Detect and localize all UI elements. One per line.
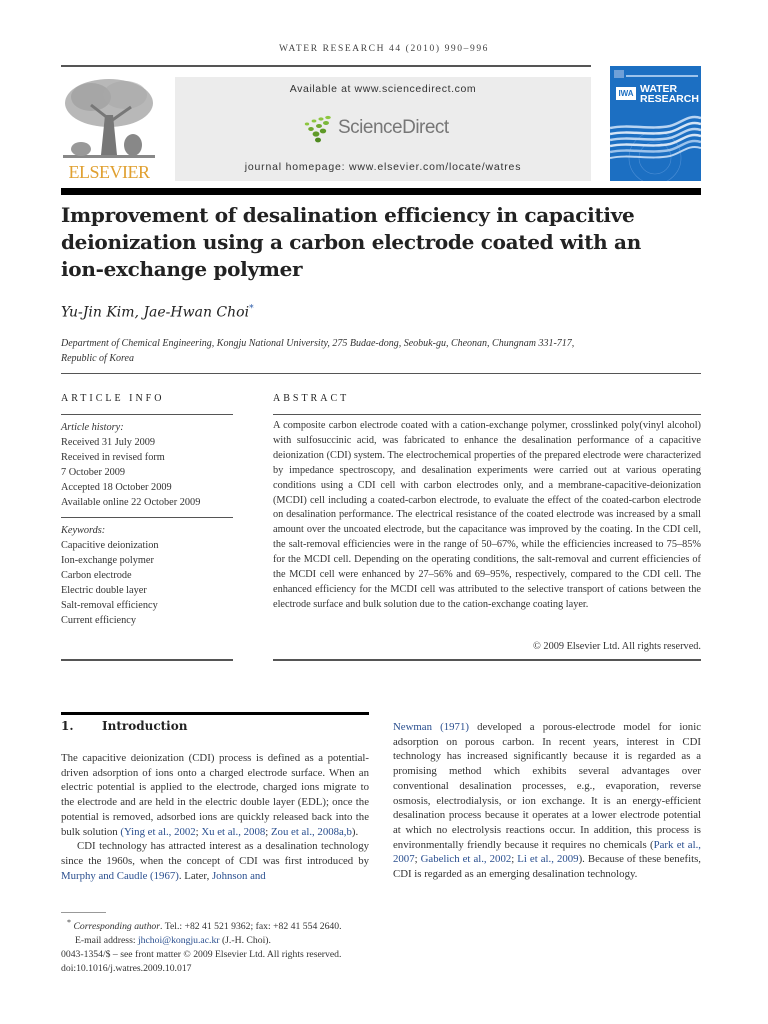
email-link[interactable]: jhchoi@kongju.ac.kr <box>137 935 220 947</box>
keywords <box>61 523 236 628</box>
article-history <box>61 420 236 510</box>
keywords-label: Keywords: <box>61 525 106 536</box>
divider <box>61 659 233 661</box>
contact-info: . Tel.: +82 41 521 9362; fax: +82 41 554 2640. <box>160 921 342 933</box>
sciencedirect-leaves-icon <box>303 115 337 143</box>
footnote-mark: * <box>67 918 72 927</box>
divider <box>61 517 233 518</box>
paragraph-text: CDI technology has attracted interest as a desalination technology since the 1960s, when the concept of CDI was first introduced by <box>61 840 369 867</box>
issn-line: 0043-1354/$ – see front matter © 2009 Elsevier Ltd. All rights reserved. <box>61 948 342 960</box>
doi-link[interactable]: doi:10.1016/j.watres.2009.10.017 <box>61 962 192 974</box>
abstract-body: A composite carbon electrode coated with a cation-exchange polymer, crosslinked poly(vinyl alcohol) with sulfosuccinic acid, was fabricated to enhance the desalination performance of a capacitive deionization (CDI) system. The electrochemical properties of the prepared electrode were characterized by impedance spectroscopy, and desalination experiments were carried out at various operating conditions using a CDI cell with carbon electrodes only, and a membrane-capacitive-deionization (MCDI) cell including a coated-carbon electrode, to evaluate the effect of the coated-carbon electrode on desalination performance. The electrical resistance of the coated electrode was increased by a small amount over the uncoated electrode, but the capacitance was improved by the coating. In the CDI cell, the salt-removal efficiencies were in the range of 50–67%, while the efficiencies increased to 75–85% for the MCDI cell. Depending on the operating conditions, the salt-removal and current efficiencies of the MCDI cell were enhanced by 27–56% and 69–95%, respectively, compared to the CDI cell. The enhanced efficiency for the MCDI cell was attributed to the selective transport of cations between the electrode surface and bulk solution due to the cation-exchange coating layer. <box>273 420 701 610</box>
section-divider <box>61 712 369 715</box>
article-title: Improvement of desalination efficiency in capacitive deionization using a carbon electrode coated with an ion-exchange polymer <box>61 203 641 281</box>
email-suffix: (J.-H. Choi). <box>219 935 271 947</box>
section-number: 1. <box>61 719 74 733</box>
citation-link[interactable]: Newman (1971) <box>393 721 469 733</box>
divider <box>61 373 701 374</box>
corresponding-label: Corresponding author <box>73 921 161 933</box>
corresponding-author-mark[interactable]: * <box>249 304 254 314</box>
separator: ). <box>351 825 359 838</box>
affiliation: Department of Chemical Engineering, Kongju National University, 275 Budae-dong, Seobuk-gu, Cheonan, Chungnam 331-717, Republic of Korea <box>61 338 575 364</box>
history-item: Received in revised form <box>61 452 165 463</box>
history-item: Accepted 18 October 2009 <box>61 482 172 493</box>
paragraph-text: . Later, <box>178 869 212 882</box>
cover-title-line2: RESEARCH <box>640 93 699 105</box>
footnotes <box>61 916 461 975</box>
paragraph-text: The capacitive deionization (CDI) process is defined as a potential-driven adsorption of ions onto a charged electrode surface. When an electric potential is applied to the electrode, charged ions migrate to the electrode and are held in the electric double layer (EDL); once the potential is removed, adsorbed ions are quickly released back into the bulk solution <box>61 752 369 838</box>
citation-link[interactable]: Xu et al., 2008 <box>201 825 266 838</box>
divider <box>61 65 591 67</box>
paragraph <box>61 751 369 839</box>
citation-link[interactable]: (Ying et al., 2002 <box>120 825 196 838</box>
footnote-divider <box>61 912 106 913</box>
section-title: Introduction <box>102 719 188 733</box>
divider <box>273 414 701 415</box>
paragraph <box>61 839 369 883</box>
divider <box>273 659 701 661</box>
body-column-left <box>61 751 369 883</box>
keyword: Carbon electrode <box>61 570 132 581</box>
history-item: Available online 22 October 2009 <box>61 497 201 508</box>
journal-cover[interactable] <box>610 66 701 181</box>
citation-link[interactable]: Li et al., 2009 <box>517 853 579 866</box>
email-note <box>61 934 461 948</box>
history-item: Received 31 July 2009 <box>61 437 156 448</box>
abstract-heading: ABSTRACT <box>273 393 350 404</box>
paragraph <box>393 720 701 882</box>
article-info-heading: ARTICLE INFO <box>61 393 165 404</box>
running-head: WATER RESEARCH 44 (2010) 990–996 <box>278 44 490 54</box>
separator: ; <box>195 825 202 838</box>
citation-link[interactable]: Murphy and Caudle (1967) <box>61 869 179 882</box>
divider <box>61 414 233 415</box>
article-history-label: Article history: <box>61 422 124 433</box>
keyword: Current efficiency <box>61 615 136 626</box>
separator: ; <box>511 853 518 866</box>
elsevier-wordmark: ELSEVIER <box>68 162 150 182</box>
keyword: Ion-exchange polymer <box>61 555 154 566</box>
available-at-link[interactable]: Available at www.sciencedirect.com <box>289 83 477 95</box>
sciencedirect-wordmark: ScienceDirect <box>338 117 449 138</box>
keyword: Salt-removal efficiency <box>61 600 158 611</box>
abstract-copyright: © 2009 Elsevier Ltd. All rights reserved. <box>533 641 701 652</box>
iwa-badge: IWA <box>616 87 636 100</box>
separator: ; <box>414 853 421 866</box>
citation-link[interactable]: Johnson and <box>211 869 266 882</box>
paragraph-text: developed a porous-electrode model for ionic adsorption on porous carbon. In recent years, interest in CDI technology has increased significantly because it is regarded as a promising method which exhibits several advantages over conventional desalination processes, e.g., evaporation, reverse osmosis, electrodialysis, or ion exchange. It is an energy-efficient desalination process because it operates at a lower electrode potential at which no electrolysis reactions occur. In addition, this process is environmentally friendly because it requires no chemicals ( <box>393 721 701 851</box>
corresponding-author-note <box>61 916 461 934</box>
keyword: Electric double layer <box>61 585 147 596</box>
citation-link[interactable]: Zou et al., 2008a,b <box>270 825 352 838</box>
journal-homepage-link[interactable]: journal homepage: www.elsevier.com/locate/watres <box>244 161 522 173</box>
citation-link[interactable]: Park et al., 2007 <box>393 838 701 866</box>
keyword: Capacitive deionization <box>61 540 159 551</box>
cover-title-line1: WATER <box>640 83 678 95</box>
email-label: E-mail address: <box>75 935 138 947</box>
body-column-right <box>393 720 701 882</box>
separator: ; <box>265 825 271 838</box>
elsevier-logo[interactable] <box>61 75 157 183</box>
author-names: Yu-Jin Kim, Jae-Hwan Choi <box>61 304 250 321</box>
paragraph-text: ). Because of these benefits, CDI is regarded as an emerging desalination technology. <box>393 853 701 881</box>
section-heading-introduction <box>61 719 187 733</box>
elsevier-tree-icon <box>61 75 157 161</box>
history-item: 7 October 2009 <box>61 467 126 478</box>
cover-title <box>640 84 699 104</box>
header-divider <box>61 188 701 195</box>
citation-link[interactable]: Gabelich et al., 2002 <box>420 853 512 866</box>
sciencedirect-banner <box>175 77 591 181</box>
sciencedirect-logo[interactable] <box>303 115 473 145</box>
authors <box>61 304 254 321</box>
